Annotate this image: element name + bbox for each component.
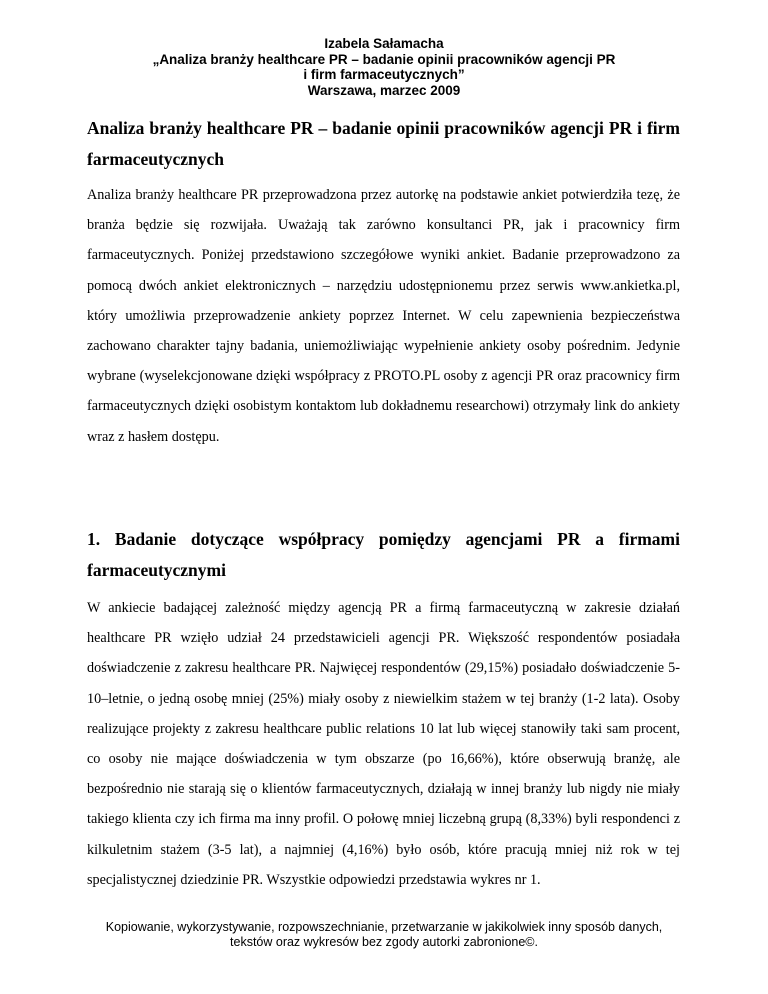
section-1-paragraph: W ankiecie badającej zależność między agencją PR a firmą farmaceutyczną w zakresie działań healthcare PR wzięło udział 24 przedstawicieli agencji PR. Większość respondentów posiadała doświadczenie z zakresu healthcare PR. Najwięcej respondentów (29,15%) posiadało doświadczenie 5-10–letnie, o jedną osobę mniej (25%) miały osoby z niewielkim stażem w tej branży (1-2 lata). Osoby realizujące projekty z zakresu healthcare public relations 10 lat lub więcej stanowiły taki sam procent, co osoby nie mające doświadczenia w tym obszarze (po 16,66%), które obserwują branżę, ale bezpośrednio nie starają się o klientów farmaceutycznych, działają w innej branży lub nigdy nie miały takiego klienta czy ich firma ma inny profil. O połowę mniej liczebną grupą (8,33%) byli respondenci z kilkuletnim stażem (3-5 lat), a najmniej (4,16%) było osób, które pracują mniej niż rok w tej specjalistycznej dziedzinie PR. Wszystkie odpowiedzi przedstawia wykres nr 1. — [87, 600, 680, 888]
header-title-line2: i firm farmaceutycznych” — [303, 67, 465, 82]
section-1-title: 1. Badanie dotyczące współpracy pomiędzy agencjami PR a firmami farmaceutycznymi — [87, 529, 680, 580]
footer-line2: tekstów oraz wykresów bez zgody autorki zabronione©. — [230, 935, 538, 949]
main-title: Analiza branży healthcare PR – badanie opinii pracowników agencji PR i firm farmaceutycznych — [87, 118, 680, 169]
header-author: Izabela Sałamacha — [324, 36, 444, 51]
intro-paragraph: Analiza branży healthcare PR przeprowadzona przez autorkę na podstawie ankiet potwierdziła tezę, że branża będzie się rozwijała. Uważają tak zarówno konsultanci PR, jak i pracownicy firm farmaceutycznych. Poniżej przedstawiono szczegółowe wyniki ankiet. Badanie przeprowadzono za pomocą dwóch ankiet elektronicznych – narzędziu udostępnionemu przez serwis www.ankietka.pl, który umożliwia przeprowadzenie ankiety poprzez Internet. W celu zapewnienia bezpieczeństwa zachowano charakter tajny badania, uniemożliwiając wypełnienie ankiety osoby pośrednim. Jedynie wybrane (wyselekcjonowane dzięki współpracy z PROTO.PL osoby z agencji PR oraz pracownicy firm farmaceutycznych dzięki osobistym kontaktom lub dokładnemu researchowi) otrzymały link do ankiety wraz z hasłem dostępu. — [87, 187, 680, 445]
header-title-line1: „Analiza branży healthcare PR – badanie opinii pracowników agencji PR — [152, 51, 616, 67]
page-footer — [0, 920, 768, 950]
footer-line1: Kopiowanie, wykorzystywanie, rozpowszechnianie, przetwarzanie w jakikolwiek inny sposób danych, — [105, 920, 663, 934]
page-header — [0, 36, 768, 98]
header-place-date: Warszawa, marzec 2009 — [307, 82, 461, 98]
